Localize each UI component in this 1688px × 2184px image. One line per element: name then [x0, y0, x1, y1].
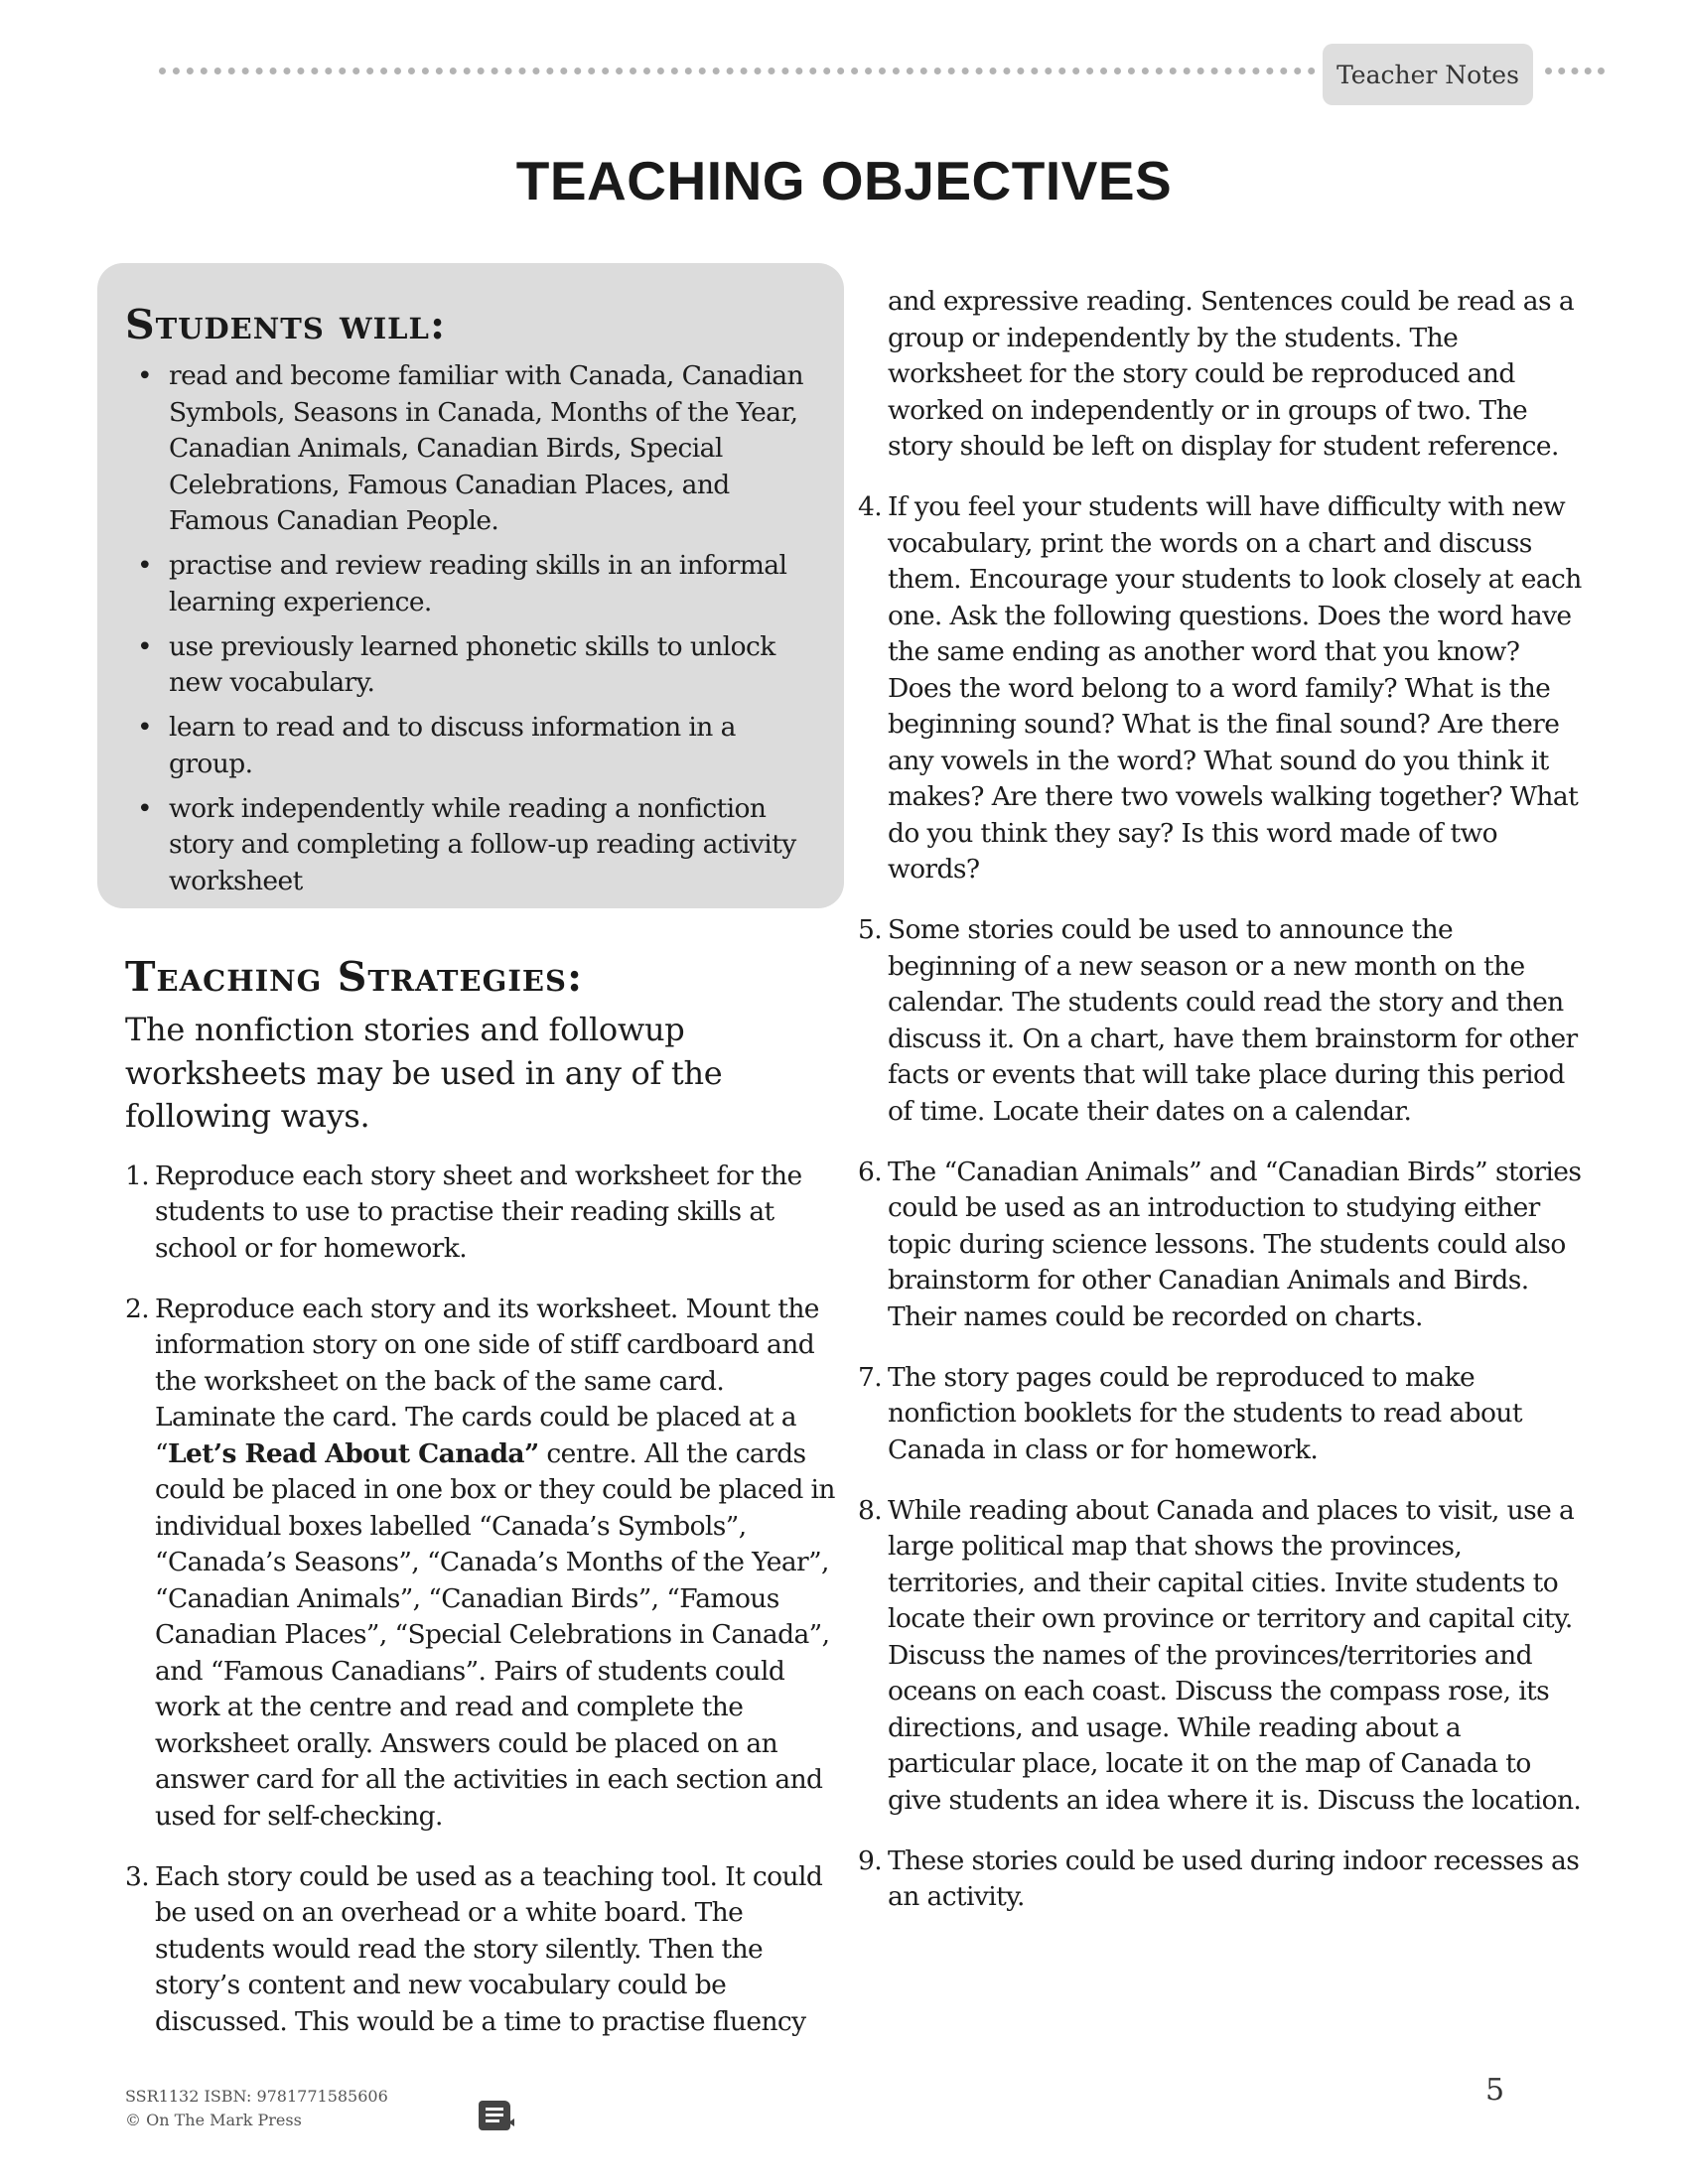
list-item: • work independently while reading a nonfiction story and completing a follow-up reading activity worksheet [137, 792, 796, 896]
item-text: The “Canadian Animals” and “Canadian Birds” stories could be used as an introduction to studying either topic during science lessons. The students could also brainstorm for other Canadian Animals and Birds. Their names could be recorded on charts. [888, 1156, 1582, 1332]
list-item: • read and become familiar with Canada, Canadian Symbols, Seasons in Canada, Months of the Year, Canadian Animals, Canadian Birds, Special Celebrations, Famous Canadian Places, and Famous Canadian People. [137, 360, 804, 536]
list-item: • practise and review reading skills in an informal learning experience. [137, 550, 787, 617]
item-number: 3. [125, 1860, 150, 1892]
item-number: 4. [858, 491, 883, 522]
item-text: Each story could be used as a teaching tool. It could be used on an overhead or a white board. The students would read the story silently. Then the story’s content and new vocabulary could be discussed. This would be a time to practise fluency [155, 1860, 823, 2037]
header-dotted-rule-left [159, 68, 1316, 74]
footer-copyright: © On The Mark Press [125, 2111, 302, 2129]
list-item: • use previously learned phonetic skills to unlock new vocabulary. [137, 630, 775, 698]
item-number: 2. [125, 1293, 150, 1324]
list-item [125, 1859, 840, 2041]
list-item [858, 1843, 1583, 1916]
item-text: If you feel your students will have difficulty with new vocabulary, print the words on a chart and discuss them. Encourage your students to look closely at each one. Ask the following questions. Does the word have the same ending as another word that you know? Does the word belong to a word family? What is the beginning sound? What is the final sound? Are there any vowels in the word? What sound do you think it makes? Are there two vowels walking together? What do you think they say? Is this word made of two words? [888, 491, 1582, 885]
item-text: Reproduce each story and its worksheet. Mount the information story on one side of stiff cardboard and the worksheet on the back of the same card. Laminate the card. The cards could be placed at a “ [155, 1293, 819, 1469]
bullet-icon: • [137, 712, 153, 743]
strategies-list-right [858, 489, 1583, 1916]
students-will-box [97, 263, 844, 908]
strategies-intro: The nonfiction stories and followup worksheets may be used in any of the following ways. [125, 1011, 723, 1135]
item-text: Some stories could be used to announce the beginning of a new season or a new month on the calendar. The students could read the story and then discuss it. On a chart, have them brainstorm for other facts or events that will take place during this period of time. Locate their dates on a calendar. [888, 914, 1578, 1127]
page-number: 5 [1485, 2073, 1505, 2108]
list-item [125, 1292, 840, 1836]
item-text: These stories could be used during indoor recesses as an activity. [888, 1844, 1580, 1912]
students-will-heading: Students will: [125, 301, 447, 348]
list-item [125, 1159, 840, 1268]
book-list-icon [477, 2097, 516, 2136]
item-number: 6. [858, 1156, 883, 1187]
bullet-icon: • [137, 792, 153, 824]
header-dotted-rule-right [1545, 68, 1605, 74]
item-bold-text: Let’s Read About Canada” [167, 1437, 539, 1469]
list-item [858, 912, 1583, 1130]
list-item [858, 1155, 1583, 1336]
bullet-icon: • [137, 550, 153, 581]
teaching-strategies-heading: Teaching Strategies: [125, 953, 584, 1001]
footer-code: SSR1132 ISBN: 9781771585606 [125, 2087, 388, 2106]
item-3-continued: and expressive reading. Sentences could be read as a group or independently by the students. The worksheet for the story could be reproduced and worked on independently or in groups of two. The story should be left on display for student reference. [888, 286, 1575, 462]
strategies-list-left [125, 1159, 840, 2041]
list-item [858, 1360, 1583, 1469]
item-text: The story pages could be reproduced to make nonfiction booklets for the students to read about Canada in class or for homework. [888, 1361, 1522, 1465]
strategies-right-column [858, 284, 1583, 1940]
bullet-icon: • [137, 360, 153, 391]
list-item: • learn to read and to discuss information in a group. [137, 712, 736, 779]
item-text: While reading about Canada and places to visit, use a large political map that shows the provinces, territories, and their capital cities. Invite students to locate their own province or territory and capital city. Discuss the names of the provinces/territories and oceans on each coast. Discuss the compass rose, its directions, and usage. While reading about a particular place, locate it on the map of Canada to give students an idea where it is. Discuss the location. [888, 1494, 1582, 1816]
item-number: 8. [858, 1494, 883, 1526]
page-title: TEACHING OBJECTIVES [515, 150, 1173, 211]
item-number: 7. [858, 1361, 883, 1393]
item-number: 5. [858, 914, 883, 945]
list-item [858, 1493, 1583, 1820]
teacher-notes-tab: Teacher Notes [1323, 44, 1533, 105]
students-will-list [125, 358, 826, 908]
list-item [858, 489, 1583, 888]
item-number: 9. [858, 1844, 883, 1876]
bullet-icon: • [137, 630, 153, 662]
footer-publisher-info [125, 2085, 388, 2132]
item-text: centre. All the cards could be placed in one box or they could be placed in individual boxes labelled “Canada’s Symbols”, “Canada’s Seasons”, “Canada’s Months of the Year”, “Canadian Animals”, “Canadian Birds”, “Famous Canadian Places”, “Special Celebrations in Canada”, and “Famous Canadians”. Pairs of students could work at the centre and read and complete the worksheet orally. Answers could be placed on an answer card for all the activities in each section and used for self-checking. [155, 1437, 835, 1832]
item-text: Reproduce each story sheet and worksheet for the students to use to practise their reading skills at school or for homework. [155, 1160, 802, 1264]
item-number: 1. [125, 1160, 150, 1191]
teaching-strategies-section [125, 953, 840, 2065]
